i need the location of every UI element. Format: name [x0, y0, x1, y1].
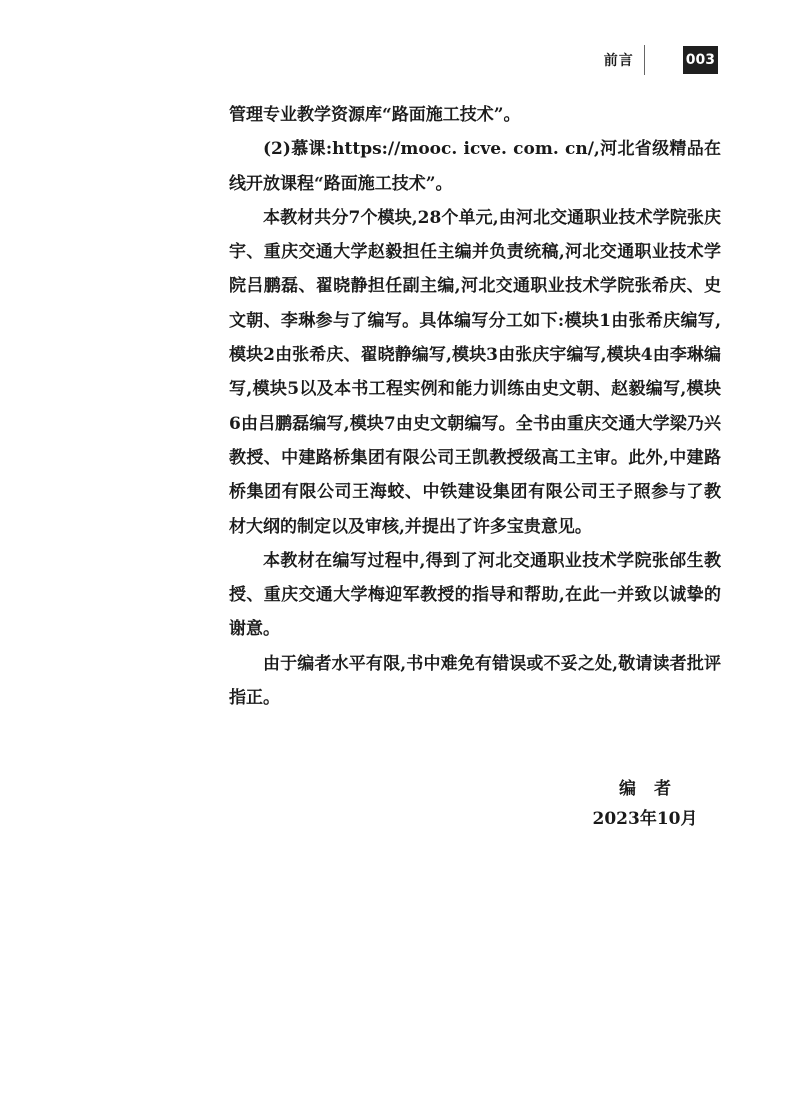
signature-date: 2023年10月: [592, 809, 698, 829]
body-text: [229, 98, 721, 715]
paragraph-mooc: (2)慕课:https://mooc. icve. com. cn/,河北省级精品在线开放课程“路面施工技术”。: [229, 139, 721, 194]
page-header: [604, 44, 718, 76]
paragraph-continuation: 管理专业教学资源库“路面施工技术”。: [229, 105, 521, 125]
section-name: 前言: [603, 53, 634, 69]
paragraph-disclaimer: 由于编者水平有限,书中难免有错误或不妥之处,敬请读者批评指正。: [229, 653, 721, 709]
header-divider: [644, 45, 645, 75]
signature-editor: 编者: [619, 779, 689, 799]
paragraph-acknowledgement: 本教材在编写过程中,得到了河北交通职业技术学院张邰生教授、重庆交通大学梅迎军教授的指导和帮助,在此一并致以诚挚的谢意。: [229, 550, 721, 640]
page-number: 003: [683, 46, 718, 74]
signature-block: [590, 774, 700, 834]
paragraph-authors: 本教材共分7个模块,28个单元,由河北交通职业技术学院张庆宇、重庆交通大学赵毅担任主编并负责统稿,河北交通职业技术学院吕鹏磊、翟晓静担任副主编,河北交通职业技术学院张希庆、史文朝、李琳参与了编写。具体编写分工如下:模块1由张希庆编写,模块2由张希庆、翟晓静编写,模块3由张庆宇编写,模块4由李琳编写,模块5以及本书工程实例和能力训练由史文朝、赵毅编写,模块6由吕鹏磊编写,模块7由史文朝编写。全书由重庆交通大学梁乃兴教授、中建路桥集团有限公司王凯教授级高工主审。此外,中建路桥集团有限公司王海蛟、中铁建设集团有限公司王子照参与了教材大纲的制定以及审核,并提出了许多宝贵意见。: [229, 207, 721, 537]
